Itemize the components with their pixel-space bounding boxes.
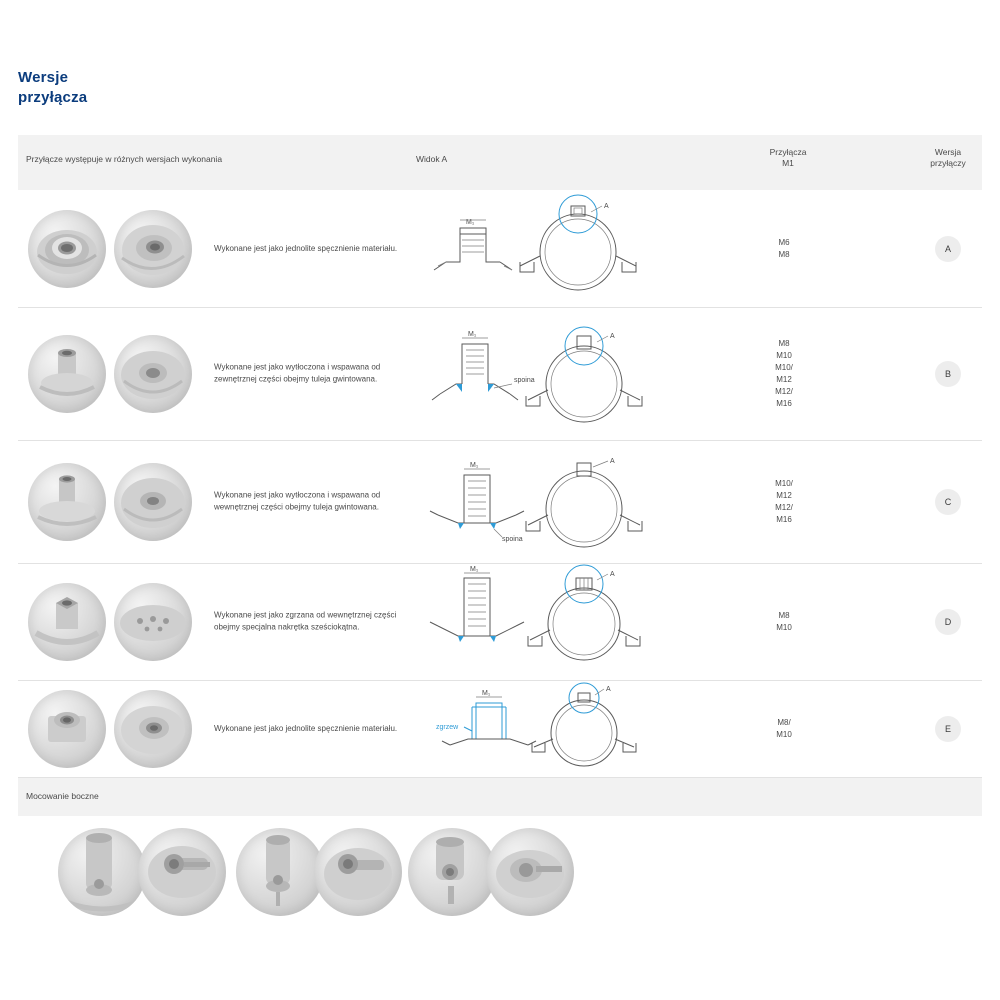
svg-text:spoina: spoina	[514, 377, 535, 384]
svg-text:M₁: M₁	[470, 566, 479, 573]
page-title	[18, 68, 318, 109]
photo-connector-d-1	[28, 583, 106, 661]
m1-value: M10/	[775, 363, 793, 372]
row-photos	[22, 308, 202, 440]
header-m1	[738, 147, 838, 170]
photo-side-mount-6	[486, 828, 574, 916]
photo-connector-a-2	[114, 210, 192, 288]
photo-connector-b-1	[28, 335, 106, 413]
header-m1-line1: Przyłącza	[769, 147, 807, 157]
row-drawing	[416, 564, 716, 680]
m1-value: M10	[776, 623, 792, 632]
svg-text:A: A	[604, 203, 609, 210]
svg-text:zgrzew: zgrzew	[436, 724, 459, 731]
version-badge: E	[935, 716, 961, 742]
m1-value: M8	[778, 611, 790, 620]
photo-connector-c-1	[28, 463, 106, 541]
page-title-line1: Wersje	[18, 69, 69, 86]
svg-text:spoina: spoina	[502, 536, 523, 543]
m1-value: M16	[776, 515, 792, 524]
side-mount-header	[18, 778, 982, 816]
svg-text:A: A	[610, 333, 615, 340]
table-row	[18, 564, 982, 681]
photo-side-mount-1	[58, 828, 146, 916]
row-description: Wykonane jest jako wytłoczona i wspawana od zewnętrznej części obejmy tuleja gwintowana.	[214, 362, 381, 384]
photo-side-mount-5	[408, 828, 496, 916]
svg-text:M₁: M₁	[470, 462, 479, 469]
header-version-line2: przyłączy	[930, 158, 966, 169]
m1-value: M12/	[775, 503, 793, 512]
row-m1-values	[724, 478, 844, 526]
table-row	[18, 441, 982, 564]
version-badge: A	[935, 236, 961, 262]
row-drawing	[416, 441, 716, 563]
row-m1-values	[724, 338, 844, 410]
version-badge: B	[935, 361, 961, 387]
svg-text:A: A	[610, 458, 615, 465]
side-mount-gallery	[18, 822, 982, 932]
row-version	[904, 609, 992, 635]
svg-text:A: A	[610, 571, 615, 578]
version-badge: C	[935, 489, 961, 515]
m1-value: M12	[776, 491, 792, 500]
row-description: Wykonane jest jako jednolite spęcznienie materiału.	[214, 723, 398, 733]
m1-value: M12/	[775, 387, 793, 396]
row-version	[904, 716, 992, 742]
row-photos	[22, 441, 202, 563]
row-drawing	[416, 190, 716, 307]
row-drawing	[416, 681, 716, 777]
m1-value: M8	[778, 249, 790, 259]
table-row	[18, 308, 982, 441]
row-version	[904, 361, 992, 387]
table-row	[18, 190, 982, 308]
svg-text:M₁: M₁	[468, 331, 477, 338]
page-title-line2: przyłącza	[18, 89, 88, 107]
photo-connector-e-2	[114, 690, 192, 768]
m1-value: M16	[776, 399, 792, 408]
row-description: Wykonane jest jako wytłoczona i wspawana od wewnętrznej części obejmy tuleja gwintowana.	[214, 490, 381, 512]
svg-text:M₁: M₁	[482, 690, 491, 697]
photo-side-mount-4	[314, 828, 402, 916]
side-mount-heading: Mocowanie boczne	[26, 791, 99, 801]
row-version	[904, 236, 992, 262]
photo-connector-b-2	[114, 335, 192, 413]
m1-value: M10	[776, 730, 792, 739]
photo-connector-c-2	[114, 463, 192, 541]
header-version-line1: Wersja	[934, 147, 962, 157]
svg-text:A: A	[606, 686, 611, 693]
svg-text:M₁: M₁	[466, 219, 475, 226]
header-view: Widok A	[416, 154, 448, 164]
row-description: Wykonane jest jako jednolite spęcznienie materiału.	[214, 243, 398, 253]
header-m1-line2: M1	[782, 158, 794, 169]
row-photos	[22, 564, 202, 680]
header-version	[908, 147, 988, 170]
table-row	[18, 681, 982, 778]
row-m1-values	[724, 717, 844, 741]
m1-value: M8	[778, 339, 790, 348]
photo-side-mount-3	[236, 828, 324, 916]
photo-side-mount-2	[138, 828, 226, 916]
row-description: Wykonane jest jako zgrzana od wewnętrznej części obejmy specjalna nakrętka sześciokątna.	[214, 610, 397, 632]
version-badge: D	[935, 609, 961, 635]
row-photos	[22, 190, 202, 307]
photo-connector-e-1	[28, 690, 106, 768]
row-drawing	[416, 308, 716, 440]
row-m1-values	[724, 237, 844, 261]
m1-value: M10	[776, 351, 792, 360]
m1-value: M8/	[777, 718, 791, 727]
header-description: Przyłącze występuje w różnych wersjach wykonania	[26, 154, 223, 164]
m1-value: M10/	[775, 479, 793, 488]
m1-value: M6	[778, 237, 790, 247]
row-m1-values	[724, 610, 844, 634]
table-header	[18, 135, 982, 190]
row-photos	[22, 681, 202, 777]
row-version	[904, 489, 992, 515]
photo-connector-d-2	[114, 583, 192, 661]
photo-connector-a-1	[28, 210, 106, 288]
m1-value: M12	[776, 375, 792, 384]
